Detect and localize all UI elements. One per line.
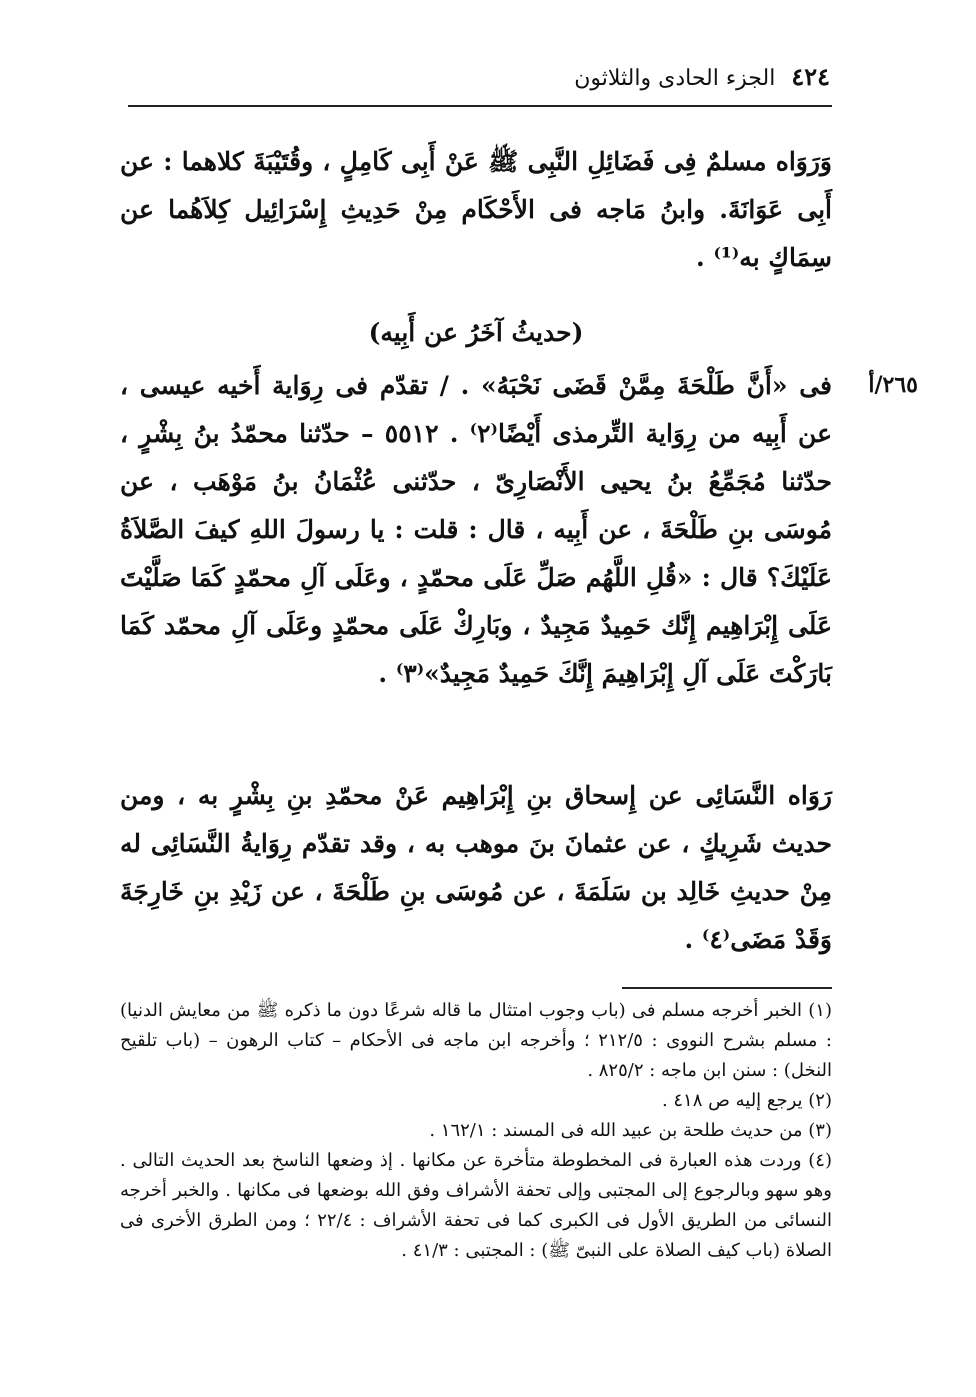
paragraph-3: رَوَاه النَّسَائِى عن إِسحاق بنِ إِبْرَاهِيم عَنْ محمّدِ بنِ بِشْرٍ به ، ومن حديث شَرِيكٍ ، عن عثمانَ بنَ موهب به ، وقد تقدّم رِوَايةُ النَّسَائِى له مِنْ حديثِ خَالِد بن سَلَمَةَ ، عن مُوسَى بنِ طَلْحَةَ ، عن زَيْدِ بنِ خَارِجَةَ وَقَدْ مَضَى⁽٤⁾ .: [120, 781, 832, 954]
footnote-4: (٤) وردت هذه العبارة فى المخطوطة متأخرة عن مكانها . إذ وضعها الناسخ بعد الحديث التالى . وهو سهو وبالرجوع إلى المجتبى وإلى تحفة الأشراف وفق الله بوضعها فى مكانها . والخبر أخرجه النسائى من الطريق الأول فى الكبرى كما فى تحفة الأشراف : ٢٢/٤ ؛ ومن الطرق الأخرى فى الصلاة (باب كيف الصلاة على النبىّ ﷺ) : المجتبى : ٤١/٣ .: [120, 1150, 833, 1261]
running-title: الجزء الحادى والثلاثون: [574, 66, 776, 91]
paragraph-2: فى «أَنَّ طَلْحَةَ مِمَّنْ قَضَى نَحْبَهُ» . / تقدّم فى رِوَاية أَخيه عيسى ، عن أَبِيه من رِوَاية التِّرمذى أَيْضًا⁽٢⁾ . ٥٥١٢ – حدّثنا محمّدُ بنُ بِشْرٍ ، حدّثنا مُجَمِّعُ بنُ يحيى الأَنْصَارِىّ ، حدّثنى عُثْمَانُ بنُ مَوْهَب ، عن مُوسَى بنِ طَلْحَةَ ، عن أَبِيه ، قال : قلت : يا رسولَ اللهِ كيفَ الصَّلاَةُ عَلَيْكَ؟ قال : «قُلِ اللَّهُم صَلِّ عَلَى محمّدٍ ، وعَلَى آلِ محمّدٍ كَمَا صَلَّيْتَ عَلَى إِبْرَاهِيم إِنَّك حَمِيدٌ مَجِيدٌ ، وبَارِكْ عَلَى محمّدٍ وعَلَى آلِ محمّد كَمَا بَارَكْتَ عَلَى آلِ إِبْرَاهِيمَ إِنَّكَ حَمِيدٌ مَجِيدٌ»⁽٣⁾ .: [120, 371, 832, 688]
footnote-divider: [622, 987, 832, 989]
header-divider: [128, 105, 832, 107]
footnote-2: (٢) يرجع إليه ص ٤١٨ .: [661, 1090, 832, 1111]
manuscript-folio-marker: ٢٦٥/أ: [868, 372, 918, 398]
footnote-3: (٣) من حديث طلحة بن عبيد الله فى المسند : ١٦٢/١ .: [429, 1120, 832, 1141]
section-heading: (حديثُ آخَرُ عن أَبِيه): [368, 318, 584, 347]
paragraph-1: وَرَوَاه مسلمٌ فِى فَضَائِلِ النَّبِى ﷺ عَنْ أَبِى كَامِلٍ ، وقُتَيْبَةَ كلاهما : عن أَبِى عَوَانَةَ. وابنُ مَاجه فى الأَحْكَام مِنْ حَدِيثِ إِسْرَائِيل كِلاَهُما عن سِمَاكٍ به⁽¹⁾ .: [120, 147, 832, 272]
page-header: [130, 62, 830, 102]
page-number: ٤٢٤: [791, 62, 830, 91]
footnotes: [120, 996, 832, 1266]
footnote-1: (١) الخبر أخرجه مسلم فى (باب وجوب امتثال ما قاله شرعًا دون ما ذكره ﷺ من معايش الدنيا) : مسلم بشرح النووى : ٢١٢/٥ ؛ وأخرجه ابن ماجه فى الأحكام – كتاب الرهون – (باب تلقيح النخل) : سنن ابن ماجه : ٨٢٥/٢ .: [120, 1000, 832, 1081]
